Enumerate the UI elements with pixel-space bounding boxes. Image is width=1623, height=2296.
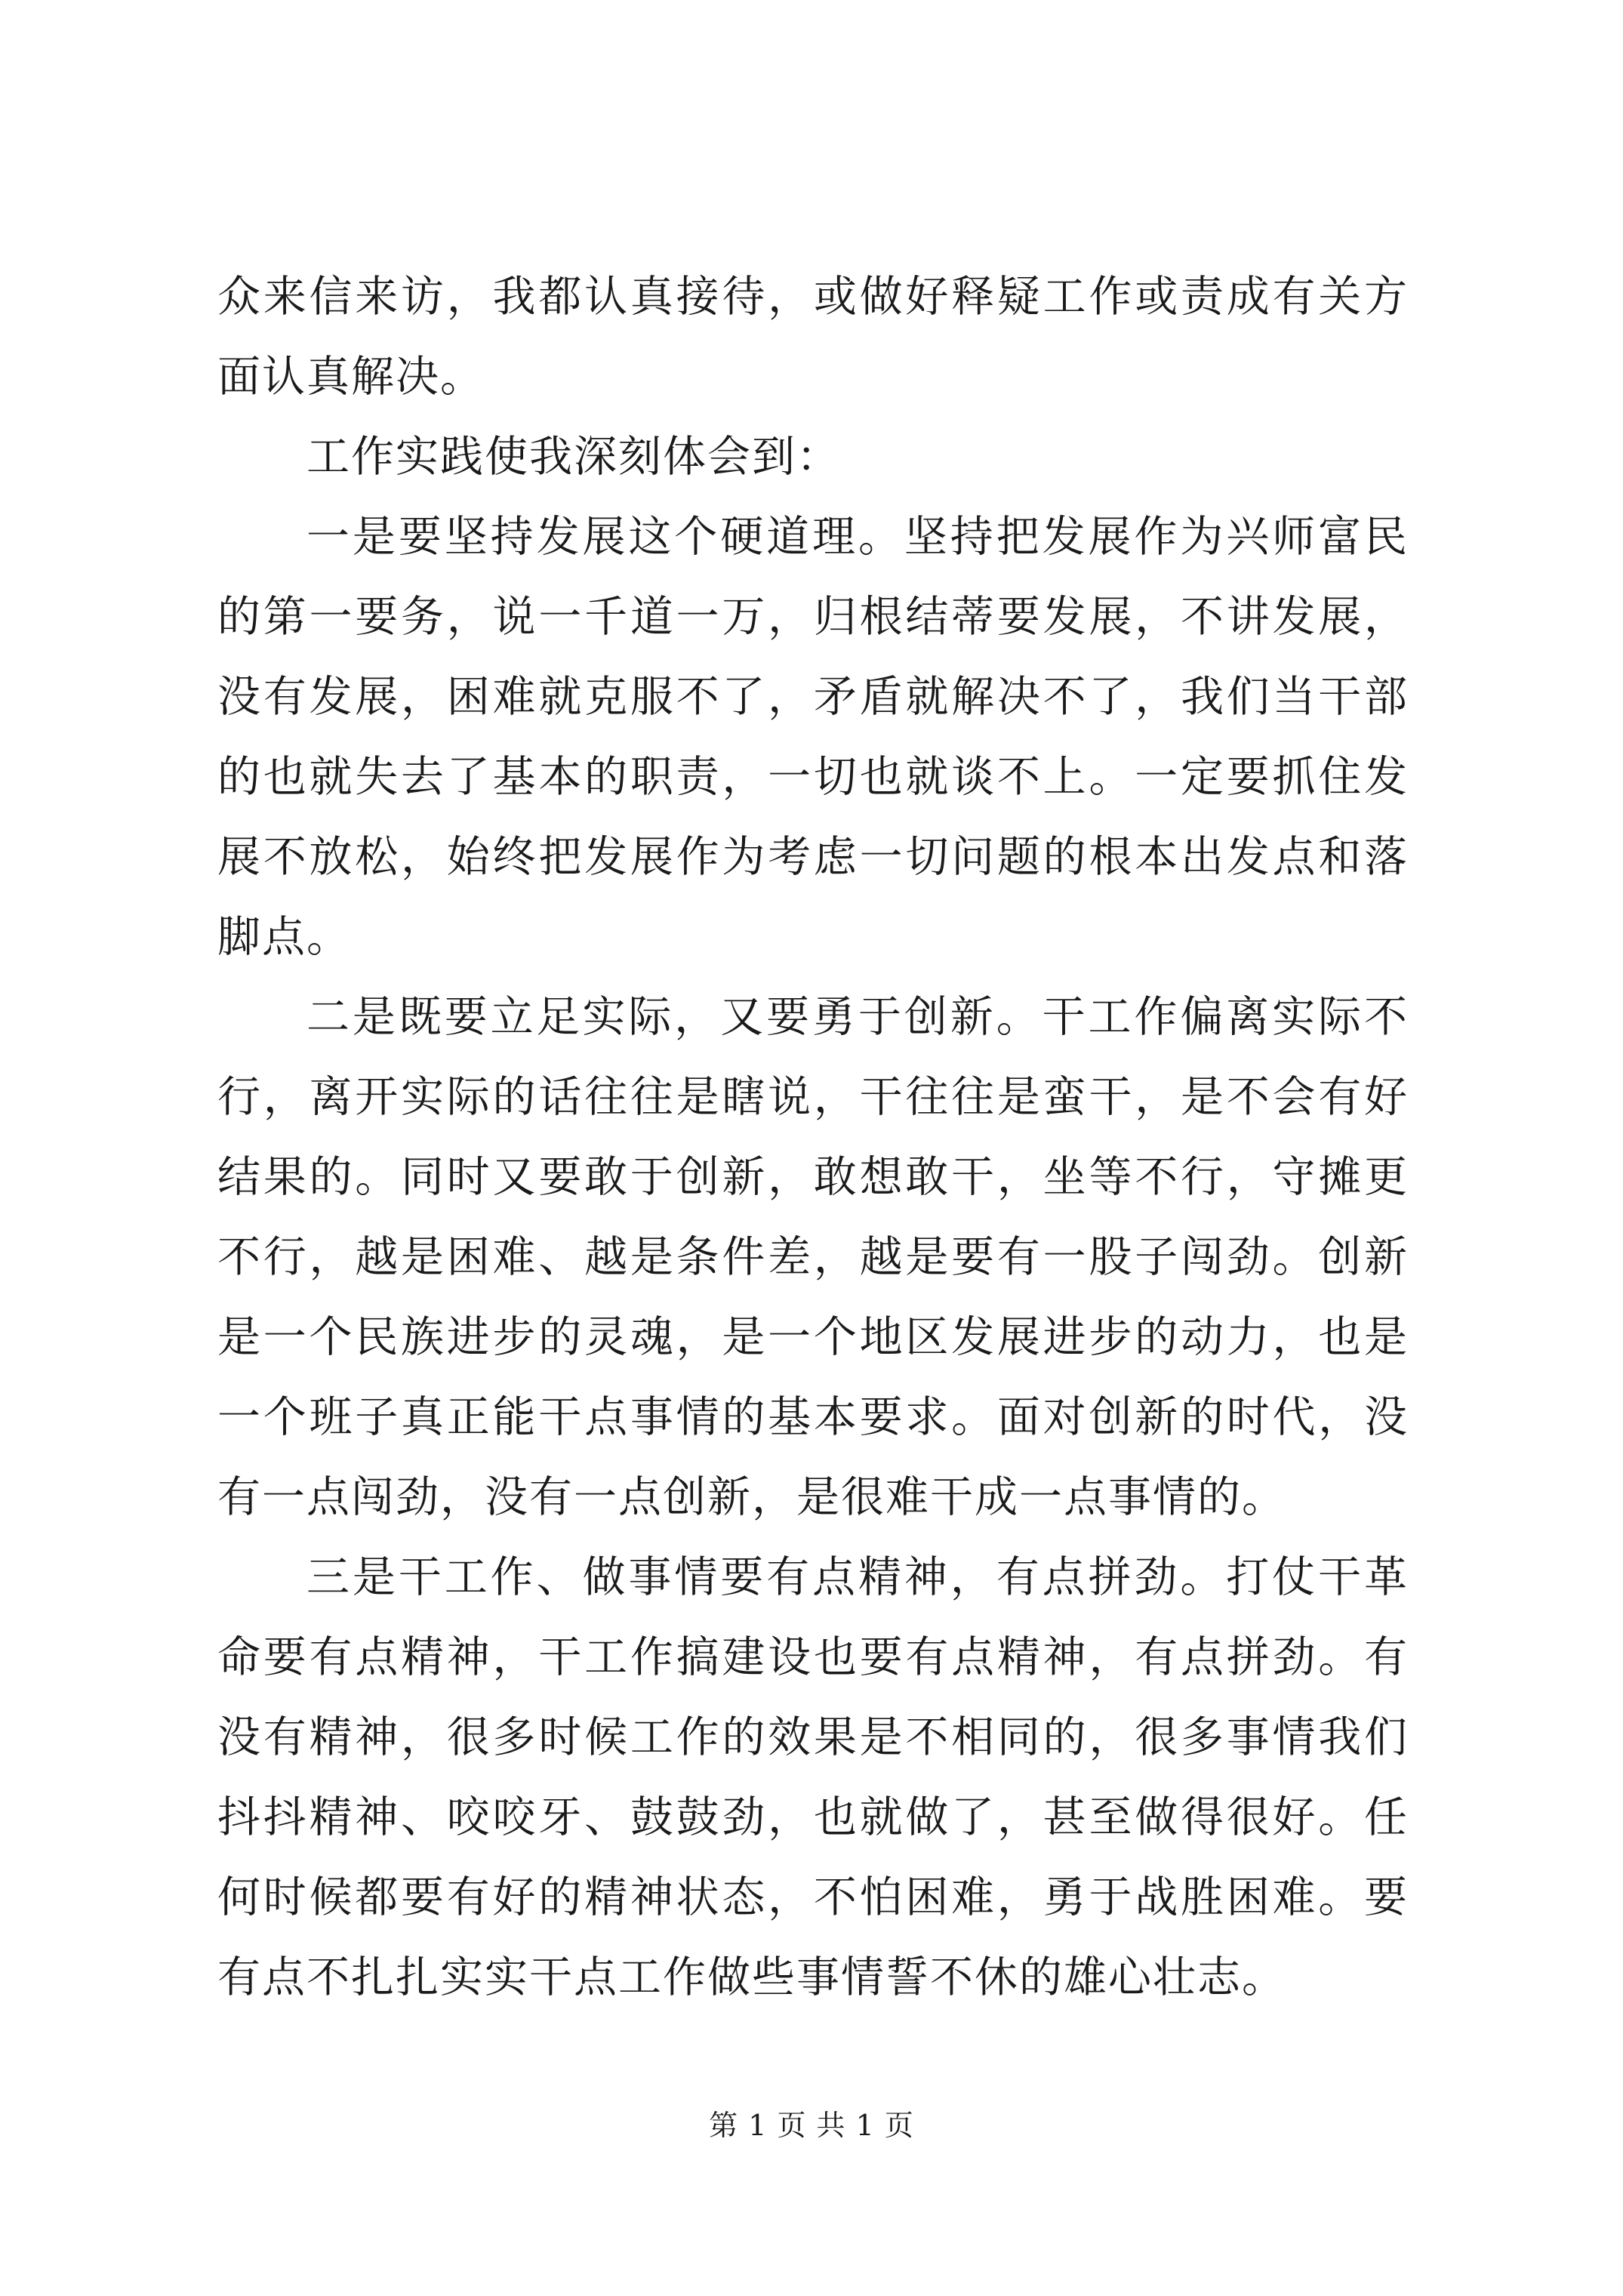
- paragraph-3: 一是要坚持发展这个硬道理。坚持把发展作为兴师富民的第一要务，说一千道一万，归根结蒂要发展，不讲发展，没有发展，困难就克服不了，矛盾就解决不了，我们当干部的也就失去了基本的职责，一切也就谈不上。一定要抓住发展不放松，始终把发展作为考虑一切问题的根本出发点和落脚点。: [217, 512, 1409, 962]
- paragraph-5: 三是干工作、做事情要有点精神，有点拼劲。打仗干革命要有点精神，干工作搞建设也要有点精神，有点拼劲。有没有精神，很多时候工作的效果是不相同的，很多事情我们抖抖精神、咬咬牙、鼓鼓劲，也就做了，甚至做得很好。任何时候都要有好的精神状态，不怕困难，勇于战胜困难。要有点不扎扎实实干点工作做些事情誓不休的雄心壮志。: [217, 1552, 1409, 2002]
- page-footer: 第 1 页 共 1 页: [709, 2109, 914, 2142]
- paragraph-2: 工作实践使我深刻体会到：: [306, 432, 841, 482]
- paragraph-4: 二是既要立足实际，又要勇于创新。干工作偏离实际不行，离开实际的话往往是瞎说，干往往是蛮干，是不会有好结果的。同时又要敢于创新，敢想敢干，坐等不行，守摊更不行，越是困难、越是条件差，越是要有一股子闯劲。创新是一个民族进步的灵魂，是一个地区发展进步的动力，也是一个班子真正能干点事情的基本要求。面对创新的时代，没有一点闯劲，没有一点创新，是很难干成一点事情的。: [217, 992, 1409, 1522]
- paragraph-1: 众来信来访，我都认真接待，或做好释疑工作或责成有关方面认真解决。: [217, 272, 1409, 402]
- document-body: [217, 257, 1409, 2017]
